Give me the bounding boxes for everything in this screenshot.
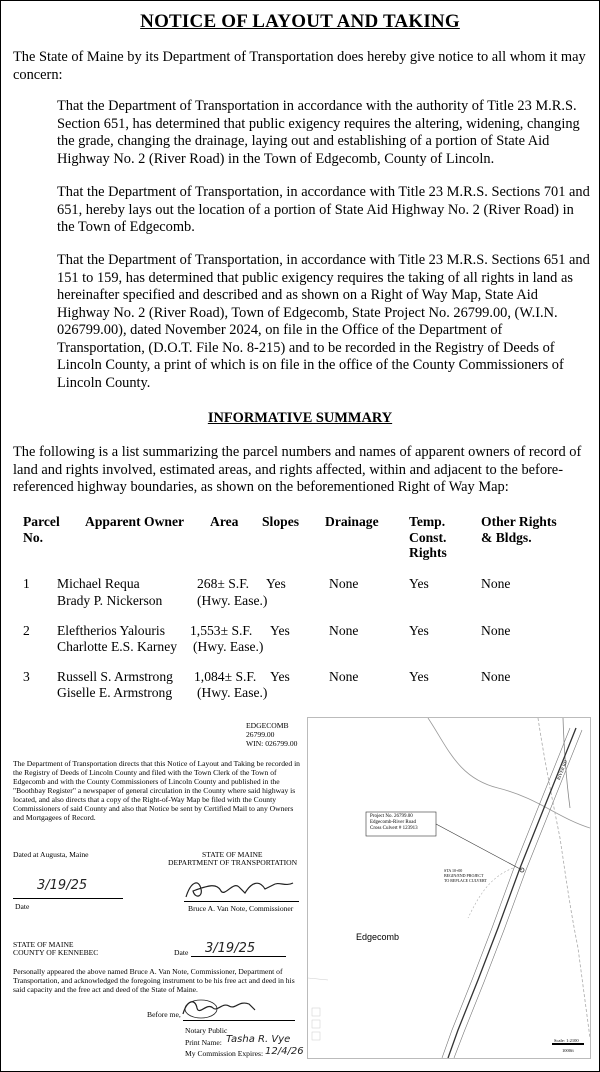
state-of-maine: STATE OF MAINE (202, 850, 263, 859)
cell-owner: Brady P. Nickerson (57, 593, 163, 608)
commission-value: 12/4/26 (265, 1046, 304, 1057)
paragraph-taking: That the Department of Transportation, in accordance with Title 23 M.R.S. Sections 651 and 151 to 159, has determined that public exigency requires the taking of all rights in land as hereinafter specified and described and as shown on a Right of Way Map, State Aid Highway No. 2 (River Road), Town of Edgecomb, State Project No. 26799.00, (W.I.N. 026799.00), dated November 2024, on file in the Office of the Department of Transportation, (D.O.T. File No. 8-215) and to be recorded in the Registry of Deeds of Lincoln County, a print of which is on file in the office of the County Commissioners of Lincoln County. (57, 252, 590, 391)
summary-heading: INFORMATIVE SUMMARY (207, 410, 393, 426)
callout-line-3: Cross Culvert # 123913 (370, 826, 418, 831)
date-label: Date (15, 902, 30, 911)
cell-temp: Yes (409, 669, 429, 684)
cell-other: None (481, 623, 511, 638)
header-temp: Temp. Const. Rights (409, 514, 447, 560)
header-parcel: Parcel No. (23, 514, 60, 545)
cell-slopes: Yes (270, 623, 290, 638)
callout-line-2: Edgecomb-River Road (370, 820, 416, 825)
ack-county: COUNTY OF KENNEBEC (13, 948, 99, 957)
cell-parcel: 2 (23, 623, 30, 638)
cell-owner: Charlotte E.S. Karney (57, 639, 178, 654)
cell-slopes: Yes (266, 576, 286, 591)
cell-drainage: None (329, 669, 359, 684)
header-owner: Apparent Owner (85, 514, 185, 529)
intro-text: The State of Maine by its Department of Transportation does hereby give notice to all whom it may concern: (13, 49, 586, 83)
cell-drainage: None (329, 576, 359, 591)
cell-parcel: 1 (23, 576, 30, 591)
cell-area-note: (Hwy. Ease.) (193, 639, 264, 654)
cell-slopes: Yes (270, 669, 290, 684)
cell-owner: Russell S. Armstrong (57, 669, 173, 684)
cell-temp: Yes (409, 576, 429, 591)
project-win: WIN: 026799.00 (246, 739, 298, 748)
station-note-2: BEGIN/END PROJECT (444, 873, 484, 878)
header-area: Area (210, 514, 239, 529)
cell-drainage: None (329, 623, 359, 638)
dept-transportation: DEPARTMENT OF TRANSPORTATION (168, 858, 298, 867)
cell-area: 1,553± S.F. (190, 623, 253, 638)
directive-text: The Department of Transportation directs that this Notice of Layout and Taking be recorded in the Registry of Deeds of Lincoln County and filed with the Town Clerk of the Town of Edgecomb and with the County Commissioners of Lincoln County and published in the "Boothbay Register" a newspaper of general circulation in the County where said highway is located, and also directs that a copy of the Right-of-Way Map be filed with the County Commissioners of said County and also that Notice be sent by Certified Mail to any Owners and Mortgagees of Record. (13, 759, 300, 822)
paragraph-layout: That the Department of Transportation, in accordance with Title 23 M.R.S. Sections 701 and 651, hereby lays out the location of a portion of State Aid Highway No. 2 (River Road) in the Town of Edgecomb. (57, 184, 590, 235)
header-drainage: Drainage (325, 514, 379, 529)
scale-label: Scale: 1:2100 (554, 1038, 579, 1043)
page-title: NOTICE OF LAYOUT AND TAKING (140, 11, 460, 32)
cell-area-note: (Hwy. Ease.) (197, 593, 268, 608)
ack-date-label: Date (174, 948, 189, 957)
commissioner-signature (181, 877, 301, 903)
cell-other: None (481, 669, 511, 684)
project-number: 26799.00 (246, 730, 275, 739)
handwritten-date-2: 3/19/25 (205, 941, 256, 956)
print-name-label: Print Name: (185, 1038, 222, 1047)
station-note-3: TO REPLACE CULVERT (444, 878, 487, 883)
cell-owner: Eleftherios Yalouris (57, 623, 165, 638)
station-note-1: STA 10+00 (444, 868, 463, 873)
date-line (13, 898, 123, 899)
cell-parcel: 3 (23, 669, 30, 684)
paragraph-authority: That the Department of Transportation in accordance with the authority of Title 23 M.R.S. Section 651, has determined that public exigency requires the altering, widening, changing the grade, changing the drainage, laying out and establishing of a portion of State Aid Highway No. 2 (River Road) in the Town of Edgecomb, County of Lincoln. (57, 98, 580, 167)
signature-line (184, 901, 299, 902)
project-town: EDGECOMB (246, 721, 289, 730)
header-other: Other Rights & Bldgs. (481, 514, 557, 545)
acknowledgment-text: Personally appeared the above named Bruce A. Van Note, Commissioner, Department of Transportation, and acknowledged the foregoing instrument to be his free act and deed in his said capacity and the free act and deed of the State of Maine. (13, 967, 295, 994)
cell-owner: Giselle E. Armstrong (57, 685, 173, 700)
map-town-label: Edgecomb (356, 932, 400, 942)
scale-number: 1000ft (562, 1048, 574, 1053)
commission-label: My Commission Expires: (185, 1049, 264, 1058)
map-callout-leader (436, 824, 522, 870)
print-name-value: Tasha R. Vye (226, 1034, 291, 1045)
cell-other: None (481, 576, 511, 591)
cell-area-note: (Hwy. Ease.) (197, 685, 268, 700)
map-drawing (308, 718, 590, 1058)
handwritten-date: 3/19/25 (37, 878, 88, 893)
summary-text: The following is a list summarizing the parcel numbers and names of apparent owners of record of land and rights involved, estimated areas, and rights affected, within and adjacent to the before-referenced highway boundaries, as shown on the beforementioned Right of Way Map: (13, 444, 582, 495)
notary-line (183, 1020, 295, 1021)
before-me-label: Before me, (147, 1010, 181, 1019)
commissioner-name: Bruce A. Van Note, Commissioner (188, 904, 294, 913)
callout-line-1: Project No. 26799.00 (370, 814, 413, 819)
cell-owner: Michael Requa (57, 576, 140, 591)
cell-area: 1,084± S.F. (194, 669, 257, 684)
ack-date-line (191, 956, 286, 957)
map-road-label: RIVER RD (555, 759, 569, 781)
dated-at: Dated at Augusta, Maine (13, 850, 89, 859)
cell-temp: Yes (409, 623, 429, 638)
location-map (307, 717, 591, 1059)
notary-signature (179, 996, 259, 1022)
cell-area: 268± S.F. (197, 576, 250, 591)
notary-public: Notary Public (185, 1026, 228, 1035)
header-slopes: Slopes (262, 514, 300, 529)
ack-state: STATE OF MAINE (13, 940, 74, 949)
